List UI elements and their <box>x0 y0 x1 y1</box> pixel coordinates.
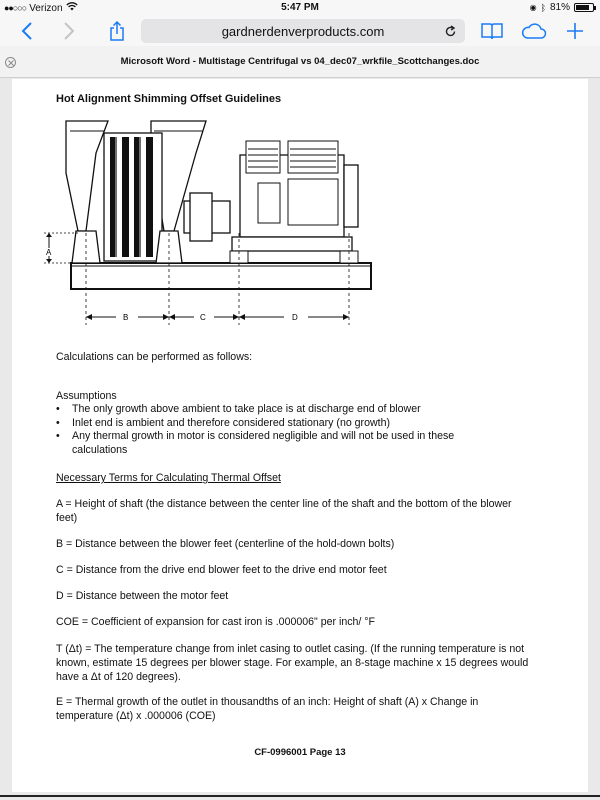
assumption-text: The only growth above ambient to take place is at discharge end of blower <box>72 403 421 415</box>
list-item: • Inlet end is ambient and therefore considered stationary (no growth) <box>56 416 390 429</box>
term-coe: COE = Coefficient of expansion for cast iron is .000006" per inch/ °F <box>56 616 376 628</box>
assumptions-title: Assumptions <box>56 390 117 402</box>
carrier-label: Verizon <box>29 2 63 14</box>
status-bar <box>0 0 600 16</box>
term-t: T (Δt) = The temperature change from inlet casing to outlet casing. (If the running temperature is not known, estimate 15 degrees per blower stage. For example, an 8-stage machine x 15 degrees would have a Δt of 120 degrees). <box>56 643 529 683</box>
dimension-label-d: D <box>292 313 298 322</box>
page-footer: CF-0996001 Page 13 <box>254 747 346 758</box>
dimension-label-c: C <box>200 313 206 322</box>
term-c: C = Distance from the drive end blower feet to the drive end motor feet <box>56 564 387 576</box>
forward-button[interactable] <box>56 18 82 44</box>
term-a: A = Height of shaft (the distance between the center line of the shaft and the bottom of the blower feet) <box>56 498 512 524</box>
share-icon <box>109 21 125 41</box>
term-d: D = Distance between the motor feet <box>56 590 229 602</box>
bluetooth-icon: ᛒ <box>540 2 546 13</box>
document-page <box>12 79 588 792</box>
page-heading: Hot Alignment Shimming Offset Guidelines <box>56 93 282 105</box>
list-item: • Any thermal growth in motor is considered negligible and will not be used in these calculations <box>56 430 556 457</box>
clock: 5:47 PM <box>281 2 319 13</box>
dimension-label-b: B <box>123 313 129 322</box>
new-tab-icon <box>566 22 584 40</box>
dimension-label-a: A <box>46 248 52 257</box>
share-button[interactable] <box>104 18 130 44</box>
assumption-text: Inlet end is ambient and therefore considered stationary (no growth) <box>72 416 390 429</box>
browser-toolbar <box>0 16 600 46</box>
cloud-icon <box>521 22 547 40</box>
forward-icon <box>63 22 75 40</box>
term-b: B = Distance between the blower feet (centerline of the hold-down bolts) <box>56 538 395 550</box>
new-tab-button[interactable] <box>562 18 588 44</box>
page-divider <box>0 795 600 797</box>
battery-icon <box>574 3 594 12</box>
battery-percent: 81% <box>549 2 570 13</box>
bookmarks-icon <box>481 22 503 40</box>
reload-button[interactable] <box>441 22 459 40</box>
signal-icon: ●●○○○ <box>4 3 27 13</box>
cloud-tabs-button[interactable] <box>521 18 547 44</box>
blower-motor-diagram <box>46 113 396 353</box>
location-icon: ◉ <box>529 3 537 12</box>
document-title-bar <box>0 46 600 78</box>
list-item: • The only growth above ambient to take place is at discharge end of blower <box>56 403 421 415</box>
address-bar[interactable] <box>141 19 465 43</box>
assumptions-list <box>56 403 556 457</box>
bookmarks-button[interactable] <box>479 18 505 44</box>
battery-fill <box>576 5 589 10</box>
reload-icon <box>444 25 457 38</box>
url-text: gardnerdenverproducts.com <box>221 24 385 39</box>
terms-title: Necessary Terms for Calculating Thermal Offset <box>56 472 281 484</box>
status-right-group <box>530 2 594 13</box>
term-e: E = Thermal growth of the outlet in thousandths of an inch: Height of shaft (A) x Change in temperature (Δt) x .000006 (COE) <box>56 696 479 722</box>
back-button[interactable] <box>14 18 40 44</box>
calc-intro: Calculations can be performed as follows: <box>56 351 253 363</box>
assumption-text: Any thermal growth in motor is considered negligible and will not be used in these calculations <box>72 430 455 456</box>
back-icon <box>21 22 33 40</box>
document-title: Microsoft Word - Multistage Centrifugal vs 04_dec07_wrkfile_Scottchanges.doc <box>120 56 480 67</box>
